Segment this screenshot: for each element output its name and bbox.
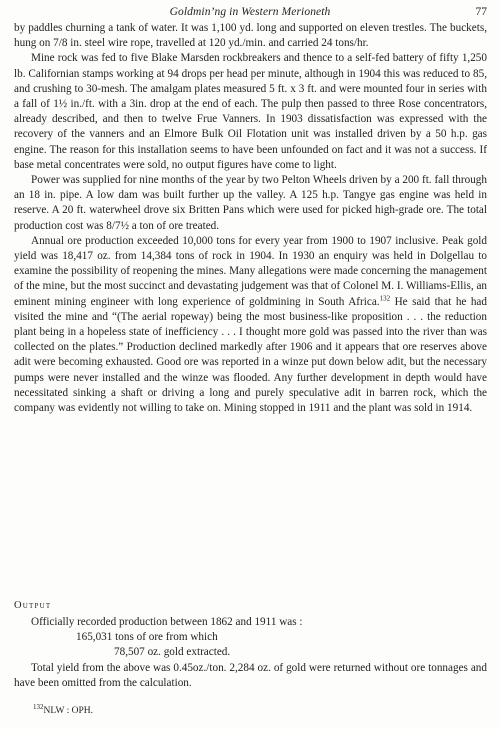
output-yield: Total yield from the above was 0.45oz./ton. 2,284 oz. of gold were returned without ore tonnages and have been omitted from the calculation. [14,661,487,689]
running-title: Goldmin’ng in Western Merioneth [169,6,331,18]
output-tons: 165,031 tons of ore from which [76,631,218,644]
output-section [14,615,487,691]
footnote-text: NLW : OPH. [43,706,94,716]
footnote-reference: 132 [379,293,391,302]
output-gold: 78,507 oz. gold extracted. [114,646,231,659]
paragraph-production-continued: He said that he had visited the mine and “(The aerial ropeway) being the most business-like proposition . . . the reduction plant being in a hopeless state of inefficiency . . . I thought more gold was passed into the river than was collected on the plates.” Production declined markedly after 1906 and it appears that ore reserves above adit were becoming exhausted. Good ore was reported in a winze put down below adit, but the necessary pumps were never installed and the winze was flooded. Any further development in depth would have necessitated sinking a shaft or driving a long and purely speculative adit in barren rock, which the company was evidently not willing to take on. Mining stopped in 1911 and the plant was sold in 1914. [14,295,487,415]
body-text [14,21,487,416]
paragraph-production-text: Annual ore production exceeded 10,000 tons for every year from 1900 to 1907 inclusive. Peak gold yield was 18,417 oz. from 14,384 tons of rock in 1904. In 1930 an enquiry was held in Dolgellau to examine the possibility of reopening the mines. Many allegations were made concerning the management of the mine, but the most succinct and devastating judgement was that of Colonel M. I. Williams-Ellis, an eminent mining engineer with long experience of goldmining in South Africa. [14,234,487,308]
paragraph-aerial-ropeway: by paddles churning a tank of water. It was 1,100 yd. long and supported on eleven trestles. The buckets, hung on 7/8 in. steel wire rope, travelled at 120 yd./min. and carried 24 tons/hr. [14,22,487,50]
output-heading: Output [14,600,52,611]
output-intro: Officially recorded production between 1862 and 1911 was : [31,616,303,628]
paragraph-power-supply: Power was supplied for nine months of the year by two Pelton Wheels driven by a 200 ft. fall through an 18 in. pipe. A low dam was built further up the valley. A 125 h.p. Tangye gas engine was held in reserve. A 20 ft. waterwheel drove six Britten Pans which were used for picked high-grade ore. The total production cost was 8/7½ a ton of ore treated. [14,174,487,232]
paragraph-production-history [14,234,487,416]
page-number: 77 [475,6,487,18]
footnote [33,702,94,718]
footnote-number: 132 [33,702,44,711]
paragraph-mill-equipment: Mine rock was fed to five Blake Marsden rockbreakers and thence to a self-fed battery of fifty 1,250 lb. Californian stamps working at 94 drops per head per minute, although in 1904 this was reduced to 85, and crushing to 30-mesh. The amalgam plates measured 5 ft. x 3 ft. and were mounted four in series with a fall of 1½ in./ft. with a 3in. drop at the end of each. The pulp then passed to three Rose concentrators, already described, and then to twelve Frue Vanners. In 1903 dissatisfaction was expressed with the recovery of the vanners and an Elmore Bulk Oil Flotation unit was installed driven by a 50 h.p. gas engine. The reason for this installation seems to have been unfounded on fact and it was not a success. If base metal concentrates were sold, no output figures have come to light. [14,52,487,171]
running-head [0,4,500,20]
